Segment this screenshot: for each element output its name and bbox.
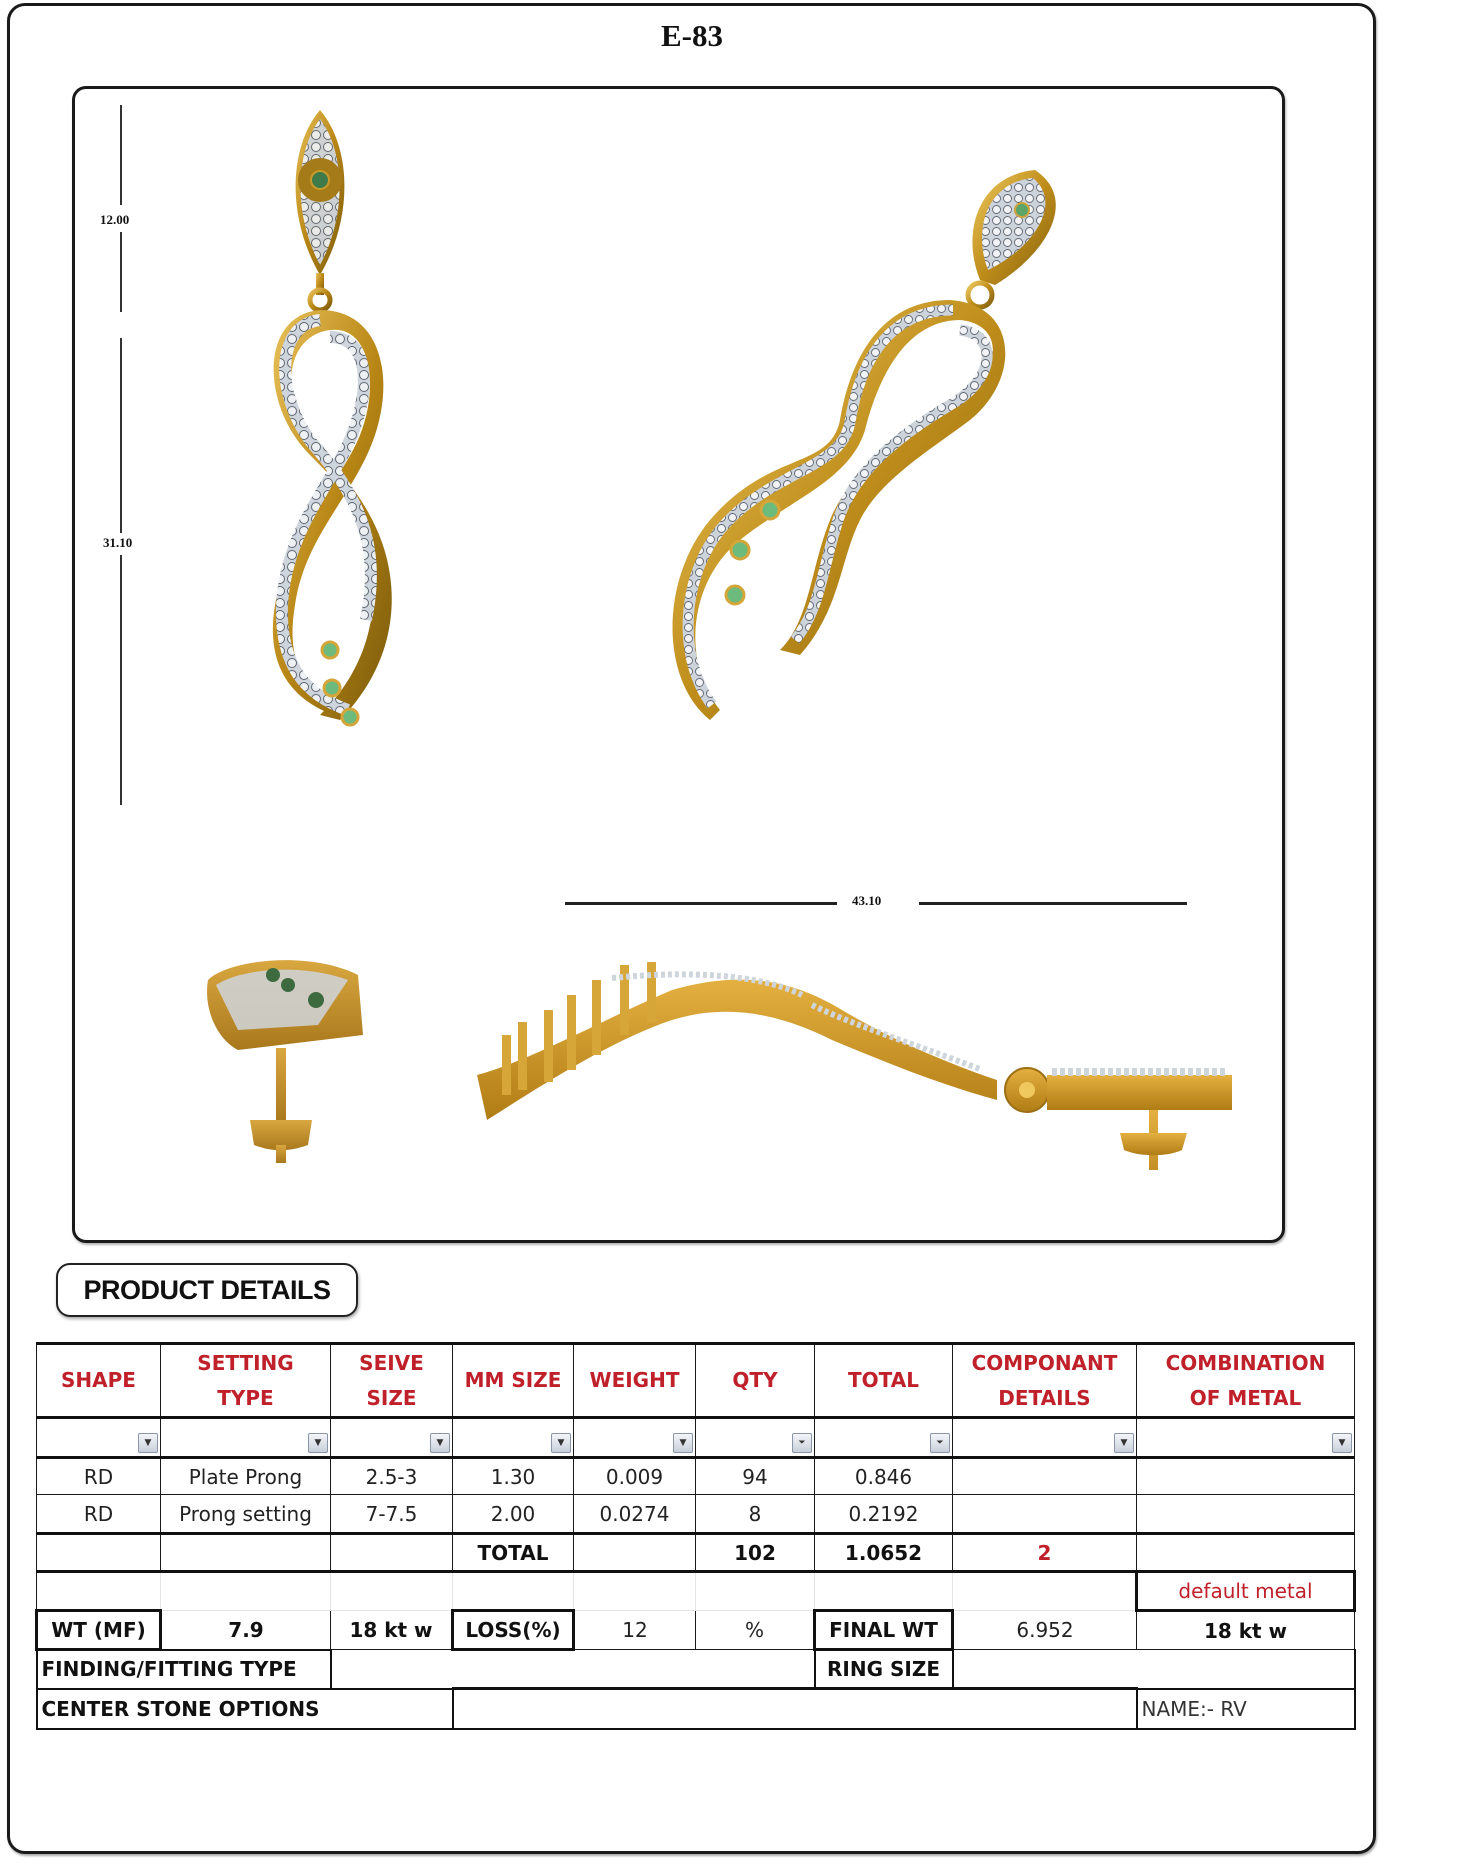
filter-dropdown-combination[interactable]: ▼ (1332, 1433, 1352, 1453)
table-row (37, 1495, 1355, 1534)
ring-size-label: RING SIZE (815, 1650, 953, 1689)
angled-view-earring-image (650, 160, 1080, 780)
dimension-line-top (120, 105, 122, 205)
top-view-earring-image (198, 940, 368, 1165)
center-stone-value (453, 1689, 1137, 1729)
loss-unit: % (696, 1611, 815, 1650)
cell-setting-type: Plate Prong (161, 1458, 331, 1495)
finding-fitting-label: FINDING/FITTING TYPE (37, 1650, 331, 1689)
cell-shape: RD (37, 1458, 161, 1495)
product-details-heading (56, 1263, 358, 1317)
total-qty: 102 (696, 1534, 815, 1572)
cell-setting-type: Prong setting (161, 1495, 331, 1534)
metal-value: 18 kt w (331, 1611, 453, 1650)
cell-combination (1137, 1495, 1355, 1534)
col-header-combination-of-metal: COMBINATION OF METAL (1137, 1344, 1355, 1418)
filter-dropdown-seive-size[interactable]: ▼ (430, 1433, 450, 1453)
final-wt-label: FINAL WT (815, 1611, 953, 1650)
wt-mf-value: 7.9 (161, 1611, 331, 1650)
col-header-total: TOTAL (815, 1344, 953, 1418)
loss-label: LOSS(%) (453, 1611, 574, 1650)
col-header-setting-type: SETTING TYPE (161, 1344, 331, 1418)
col-header-shape: SHAPE (37, 1344, 161, 1418)
wt-mf-label: WT (MF) (37, 1611, 161, 1650)
col-header-componant-details: COMPONANT DETAILS (953, 1344, 1137, 1418)
cell-weight: 0.0274 (574, 1495, 696, 1534)
cell-mm-size: 2.00 (453, 1495, 574, 1534)
filter-active-icon-qty[interactable]: ⏷ (792, 1433, 812, 1453)
col-header-mm-size: MM SIZE (453, 1344, 574, 1418)
side-profile-earring-image (472, 950, 1237, 1170)
final-wt-value: 6.952 (953, 1611, 1137, 1650)
loss-value: 12 (574, 1611, 696, 1650)
filter-dropdown-mm-size[interactable]: ▼ (551, 1433, 571, 1453)
cell-weight: 0.009 (574, 1458, 696, 1495)
final-metal-value: 18 kt w (1137, 1611, 1355, 1650)
front-view-earring-image (250, 105, 450, 865)
cell-qty: 8 (696, 1495, 815, 1534)
cell-seive-size: 7-7.5 (331, 1495, 453, 1534)
cell-shape: RD (37, 1495, 161, 1534)
product-details-table (35, 1342, 1356, 1730)
cell-total: 0.846 (815, 1458, 953, 1495)
cell-componant (953, 1495, 1137, 1534)
dimension-label-top: 12.00 (100, 212, 130, 227)
cell-componant (953, 1458, 1137, 1495)
weight-row (37, 1611, 1355, 1650)
default-metal-row (37, 1572, 1355, 1611)
cell-mm-size: 1.30 (453, 1458, 574, 1495)
filter-active-icon-total[interactable]: ⏷ (930, 1433, 950, 1453)
cell-seive-size: 2.5-3 (331, 1458, 453, 1495)
name-field: NAME:- RV (1137, 1689, 1355, 1729)
table-header-row (37, 1344, 1355, 1418)
col-header-weight: WEIGHT (574, 1344, 696, 1418)
dimension-line-top-lower (120, 232, 122, 312)
total-componant: 2 (953, 1534, 1137, 1572)
filter-row (37, 1418, 1355, 1458)
filter-dropdown-setting-type[interactable]: ▼ (308, 1433, 328, 1453)
col-header-qty: QTY (696, 1344, 815, 1418)
filter-dropdown-shape[interactable]: ▼ (138, 1433, 158, 1453)
total-row (37, 1534, 1355, 1572)
dimension-line-side-left (565, 902, 837, 905)
default-metal-label: default metal (1137, 1572, 1355, 1611)
dimension-line-body-lower (120, 555, 122, 805)
table-row (37, 1458, 1355, 1495)
center-stone-row (37, 1689, 1355, 1729)
dimension-line-side-right (919, 902, 1187, 905)
finding-row (37, 1650, 1355, 1689)
ring-size-value (953, 1650, 1355, 1689)
finding-fitting-value (331, 1650, 815, 1689)
filter-dropdown-componant[interactable]: ▼ (1114, 1433, 1134, 1453)
col-header-seive-size: SEIVE SIZE (331, 1344, 453, 1418)
dimension-label-body: 31.10 (103, 535, 133, 550)
total-weight: 1.0652 (815, 1534, 953, 1572)
total-label: TOTAL (453, 1534, 574, 1572)
cell-qty: 94 (696, 1458, 815, 1495)
center-stone-label: CENTER STONE OPTIONS (37, 1689, 453, 1729)
dimension-line-body-upper (120, 338, 122, 533)
product-details-label: PRODUCT DETAILS (83, 1274, 331, 1305)
filter-dropdown-weight[interactable]: ▼ (673, 1433, 693, 1453)
cell-combination (1137, 1458, 1355, 1495)
cell-total: 0.2192 (815, 1495, 953, 1534)
sheet-title: E-83 (661, 18, 723, 53)
dimension-label-side: 43.10 (852, 893, 882, 908)
